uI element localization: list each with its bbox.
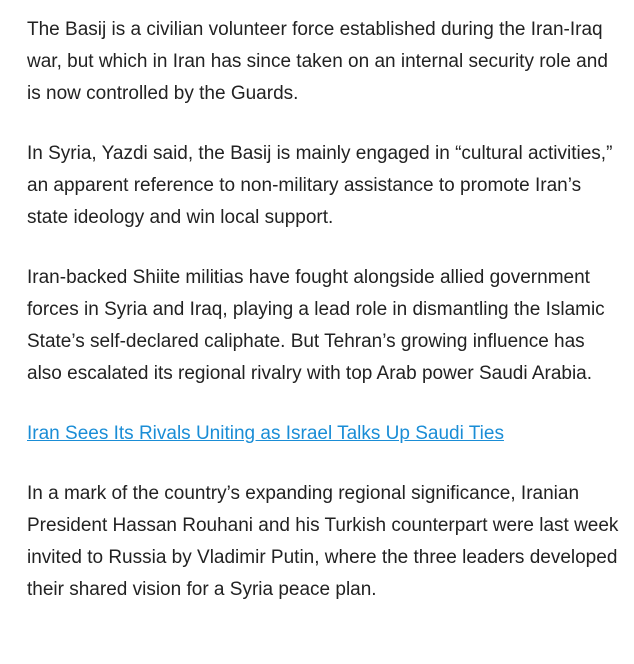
paragraph-basij: The Basij is a civilian volunteer force established during the Iran-Iraq war, but which in Iran has since taken on an internal security role and is now controlled by the Guards. bbox=[27, 19, 608, 104]
paragraph-militias: Iran-backed Shiite militias have fought alongside allied government forces in Syria and Iraq, playing a lead role in dismantling the Islamic State’s self-declared caliphate. But Tehran’s growing influence has also escalated its regional rivalry with top Arab power Saudi Arabia. bbox=[27, 267, 605, 384]
paragraph-rouhani: In a mark of the country’s expanding regional significance, Iranian President Hassan Rouhani and his Turkish counterpart were last week invited to Russia by Vladimir Putin, where the three leaders developed their shared vision for a Syria peace plan. bbox=[27, 483, 619, 600]
paragraph-syria: In Syria, Yazdi said, the Basij is mainly engaged in “cultural activities,” an apparent reference to non-military assistance to promote Iran’s state ideology and win local support. bbox=[27, 143, 613, 228]
related-link-container bbox=[27, 418, 624, 450]
related-article-link[interactable]: Iran Sees Its Rivals Uniting as Israel Talks Up Saudi Ties bbox=[27, 423, 504, 444]
